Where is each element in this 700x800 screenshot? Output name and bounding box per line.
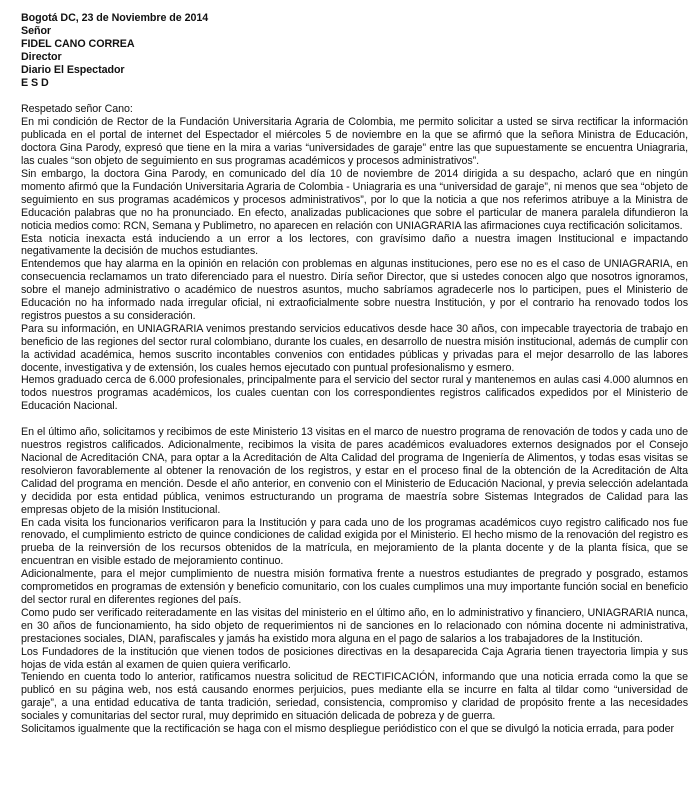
paragraph: Entendemos que hay alarma en la opinión en relación con problemas en algunas instituciones, pero ese no es el caso de UNIAGRARIA, en consecuencia reclamamos un trato diferenciado para el nuestro. Diría señor Director, que si ustedes conocen algo que nosotros ignoramos, sobre el manejo administrativo o académico de nuestros asuntos, mucho sabríamos agradecerle nos lo participen, pues el Ministerio de Educación no ha informado nada irregular oficial, ni extraoficialmente sobre nuestra Institución, y por el contrario ha renovado todos los registros puestos a su consideración. (21, 258, 688, 322)
paragraph: Esta noticia inexacta está induciendo a un error a los lectores, con gravísimo daño a nuestra imagen Institucional e impactando negativamente la decisión de muchos estudiantes. (21, 232, 688, 258)
letter-header (21, 12, 688, 89)
salutation: Respetado señor Cano: (21, 103, 133, 116)
paragraph: En cada visita los funcionarios verificaron para la Institución y para cada uno de los programas académicos cuyo registro calificado nos fue renovado, el cumplimiento estricto de quince condiciones de calidad exigida por el Ministerio. El hecho mismo de la renovación del registro es prueba de la reinversión de los recursos obtenidos de la matrícula, en mejoramiento de la planta docente y de la planta física, que se encuentran en visible estado de mejoramiento continuo. (21, 516, 688, 568)
paragraph: Solicitamos igualmente que la rectificación se haga con el mismo despliegue periódistico con el que se divulgó la noticia errada, para poder (21, 723, 675, 736)
paragraph: Teniendo en cuenta todo lo anterior, ratificamos nuestra solicitud de RECTIFICACIÓN, informando que una noticia errada como la que se publicó en su página web, nos está causando enormes perjuicios, pues mediante ella se incurre en falta al tildar como “universidad de garaje”, a una entidad educativa de tanta tradición, seriedad, consistencia, compromiso y claridad de propósito frente a las necesidades sociales y comunitarias del sector rural, muy deprimido en situación delicada de pobreza y de guerra. (21, 671, 688, 723)
letter-body (21, 116, 688, 736)
paragraph: Sin embargo, la doctora Gina Parody, en comunicado del día 10 de noviembre de 2014 dirigida a su despacho, aclaró que en ningún momento afirmó que la Fundación Universitaria Agraria de Colombia - Uniagraria es una “universidad de garaje”, ni menos que sea “objeto de seguimiento en sus programas académicos y procesos administrativos”, por lo que la noticia a que nos referimos atribuye a la Ministra de Educación palabras que no ha pronunciado. En efecto, analizadas publicaciones que sobre el particular de manera paralela difundieron la noticia medios como: RCN, Semana y Publimetro, no aparecen en relación con UNIAGRARIA las afirmaciones cuya rectificación solicitamos. (21, 167, 688, 232)
paragraph: En el último año, solicitamos y recibimos de este Ministerio 13 visitas en el marco de nuestro programa de renovación de todos y cada uno de nuestros registros calificados. Adicionalmente, recibimos la visita de pares académicos evaluadores externos designados por el Consejo Nacional de Acreditación CNA, para optar a la Acreditación de Alta Calidad del programa de Ingeniería de Alimentos, y todas esas visitas se resolvieron favorablemente al obtener la renovación de los registros, y estar en el proceso final de la obtención de la Acreditación de Alta Calidad del programa en mención. Desde el año anterior, en convenio con el Ministerio de Educación Nacional, y previa selección adelantada y decidida por esta entidad pública, venimos estructurando un programa de maestría sobre Sistemas Integrados de Calidad para las empresas objeto de la misión Institucional. (21, 426, 688, 516)
letter-date: Bogotá DC, 23 de Noviembre de 2014 (21, 12, 209, 24)
letter-page (21, 12, 688, 736)
paragraph: Adicionalmente, para el mejor cumplimiento de nuestra misión formativa frente a nuestros estudiantes de pregrado y posgrado, estamos comprometidos en programas de extensión y beneficio comunitario, con los cuales cumplimos una muy importante función social en beneficio del sector rural en diferentes regiones del país. (21, 568, 688, 606)
paragraph: Como pudo ser verificado reiteradamente en las visitas del ministerio en el último año, en lo administrativo y financiero, UNIAGRARIA nunca, en 30 años de funcionamiento, ha sido objeto de requerimientos ni de sanciones en lo relacionado con nómina docente ni administrativa, prestaciones sociales, DIAN, parafiscales y jamás ha existido mora alguna en el pago de salarios a los trabajadores de la Institución. (21, 606, 688, 645)
paragraph-gap (21, 413, 688, 426)
paragraph: Los Fundadores de la institución que vienen todos de posiciones directivas en la desaparecida Caja Agraria tienen trayectoria limpia y sus hojas de vida están al examen de quien quiera verificarlo. (21, 645, 688, 671)
paragraph: En mi condición de Rector de la Fundación Universitaria Agraria de Colombia, me permito solicitar a usted se sirva rectificar la información publicada en el portal de internet del Espectador el miércoles 5 de noviembre en la que se afirmó que la señora Ministra de Educación, doctora Gina Parody, expresó que tiene en la mira a varias “universidades de garaje” entre las que supuestamente se encuentra Uniagraria, las cuales “son objeto de seguimiento en sus programas académicos y procesos administrativos”. (21, 116, 688, 168)
recipient-organization: Diario El Espectador (21, 63, 125, 76)
paragraph: Para su información, en UNIAGRARIA venimos prestando servicios educativos desde hace 30 años, con impecable trayectoria de trabajo en beneficio de las regiones del sector rural colombiano, durante los cuales, en desarrollo de nuestra misión institucional, además de cumplir con la actividad académica, hemos suscrito incontables convenios con entidades públicas y privadas para el mejor desarrollo de las labores docente, investigativa y de extensión, los cuales hemos ejecutado con puntual profesionalismo y esmero. (21, 322, 688, 374)
recipient-position: Director (21, 50, 62, 63)
recipient-salutation-title: Señor (21, 24, 52, 37)
recipient-name: FIDEL CANO CORREA (21, 37, 135, 50)
paragraph: Hemos graduado cerca de 6.000 profesionales, principalmente para el servicio del sector rural y mantenemos en aulas casi 4.000 alumnos en todos nuestros programas académicos, los cuales cuentan con los correspondientes registros calificados expedidos por el Ministerio de Educación Nacional. (21, 374, 688, 413)
recipient-esd: E S D (21, 76, 49, 89)
